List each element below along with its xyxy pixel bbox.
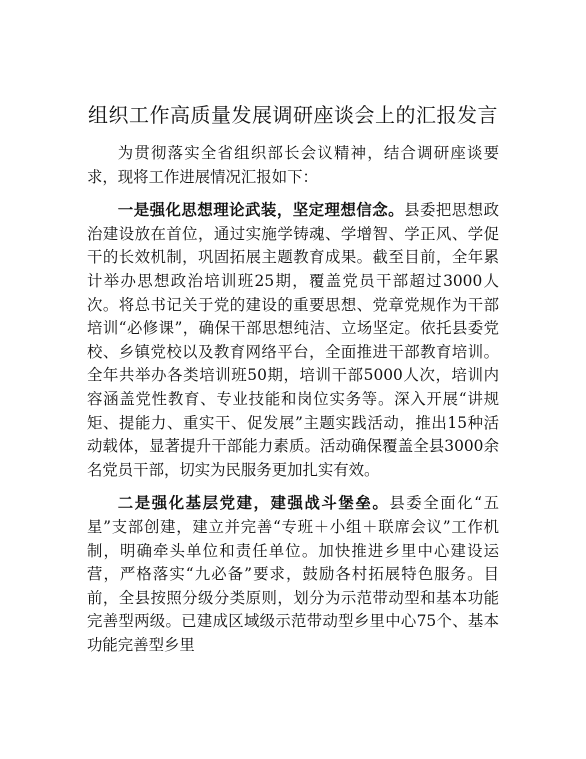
section-two-paragraph [87,492,499,657]
section-one-heading: 一是强化思想理论武装，坚定理想信念。 [117,201,405,220]
section-two-heading: 二是强化基层党建，建强战斗堡垒。 [117,494,390,513]
intro-paragraph-text: 为贯彻落实全省组织部长会议精神，结合调研座谈要求，现将工作进展情况汇报如下： [87,144,499,186]
document-body [87,142,499,667]
section-one-text: 县委把思想政治建设放在首位，通过实施学铸魂、学增智、学正风、学促干的长效机制，巩固拓展主题教育成果。截至目前，全年累计举办思想政治培训班25期，覆盖党员干部超过3000人次。将总书记关于党的建设的重要思想、党章党规作为干部培训“必修课”，确保干部思想纯洁、立场坚定。依托县委党校、乡镇党校以及教育网络平台，全面推进干部教育培训。全年共举办各类培训班50期，培训干部5000人次，培训内容涵盖党性教育、专业技能和岗位实务等。深入开展“讲规矩、提能力、重实干、促发展”主题实践活动，推出15种活动载体，显著提升干部能力素质。活动确保覆盖全县3000余名党员干部，切实为民服务更加扎实有效。 [87,201,499,479]
section-two-text: 县委全面化“五星”支部创建，建立并完善“专班＋小组＋联席会议”工作机制，明确牵头单位和责任单位。加快推进乡里中心建设运营，严格落实“九必备”要求，鼓励各村拓展特色服务。目前，全县按照分级分类原则，划分为示范带动型和基本功能完善型两级。已建成区域级示范带动型乡里中心75个、基本功能完善型乡里 [87,494,499,654]
document-title: 组织工作高质量发展调研座谈会上的汇报发言 [88,103,498,127]
intro-paragraph [87,142,499,189]
section-one-paragraph [87,199,499,482]
